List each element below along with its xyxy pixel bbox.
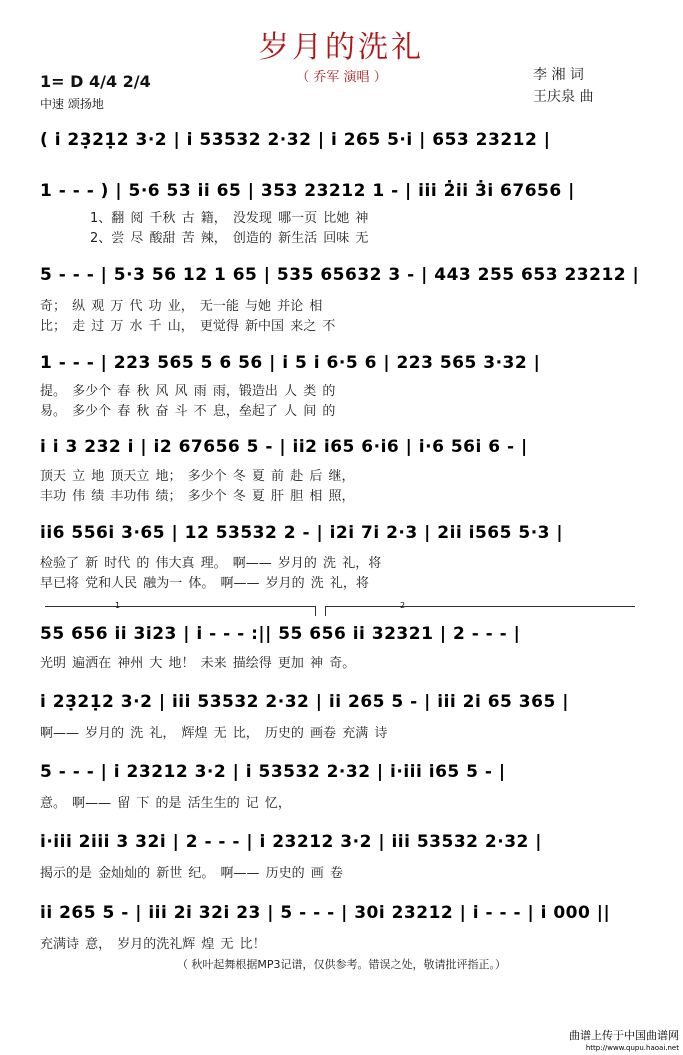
transcription-note: （ 秋叶起舞根据MP3记谱，仅供参考。错误之处，敬请批评指正。） [176,958,507,971]
lyric-line: 丰功 伟 绩 丰功伟 绩； 多少个 冬 夏 肝 胆 相 照， [40,489,355,504]
score-system: i̇i̇ 265 5 - | i̇i̇i̇ 2i̇ 32i̇ 23 | 5 - - - | 30i̇ 23212 | i̇ - - - | i̇ 000 || [40,903,611,923]
lyric-line: 比； 走 过 万 水 千 山， 更觉得 新中国 来之 不 [40,319,336,334]
volta-number: 1 [115,601,121,610]
lyric-line: 顶天 立 地 顶天立 地； 多少个 冬 夏 前 赴 后 继， [40,469,355,484]
volta-bracket-2-start [325,606,326,616]
score-system: ( i̇ 23̣21̣2 3·2 | i̇ 53532 2·32 | i̇ 265 5·i̇ | 653 23212 | [40,130,551,150]
volta-bracket-2 [325,606,635,607]
lyric-line: 啊—— 岁月的 洗 礼， 辉煌 无 比， 历史的 画卷 充满 诗 [40,726,388,741]
song-title: 岁月的洗礼 [259,30,424,65]
lyric-line: 充满诗 意， 岁月的洗礼辉 煌 无 比！ [40,937,266,952]
singer-credit: （ 乔军 演唱 ） [296,70,387,85]
volta-number: 2 [400,601,406,610]
score-system: i̇ 23̣21̣2 3·2 | i̇i̇i̇ 53532 2·32 | i̇i̇ 265 5 - | i̇i̇i̇ 2i̇ 65 365 | [40,692,569,712]
composer-credit: 王庆泉 曲 [533,89,594,105]
source-watermark [569,1030,679,1054]
lyric-line: 光明 遍洒在 神州 大 地！ 未来 描绘得 更加 神 奇。 [40,656,356,671]
key-signature: 1= D 4/4 2/4 [40,72,151,91]
lyric-line: 提。 多少个 春 秋 风 风 雨 雨，锻造出 人 类 的 [40,384,336,399]
lyric-line: 早已将 党和人民 融为一 体。 啊—— 岁月的 洗 礼，将 [40,576,369,591]
lyricist-credit: 李 湘 词 [533,67,584,83]
lyric-line: 揭示的是 金灿灿的 新世 纪。 啊—— 历史的 画 卷 [40,866,343,881]
volta-bracket-1-end [315,606,316,616]
score-system: 5 - - - | 5·3 56 12 1 65 | 535 65632 3 - | 443 255 653 23212 | [40,265,640,285]
score-system: 55 656 i̇i̇ 3i̇23 | i̇ - - - :|| 55 656 i̇i̇ 32321 | 2 - - - | [40,624,521,644]
tempo-marking: 中速 颂扬地 [40,97,104,111]
score-system: i̇ i̇ 3 232 i̇ | i̇2 67656 5 - | i̇i̇2 i̇65 6·i̇6 | i̇·6 56i̇ 6 - | [40,437,528,457]
lyric-line: 易。 多少个 春 秋 奋 斗 不 息，垒起了 人 间 的 [40,404,336,419]
lyric-line: 检验了 新 时代 的 伟大真 理。 啊—— 岁月的 洗 礼，将 [40,556,382,571]
lyric-line: 意。 啊—— 留 下 的是 活生生的 记 忆， [40,796,291,811]
lyric-line: 1、翻 阅 千秋 古 籍， 没发现 哪一页 比她 神 [90,211,369,226]
lyric-line: 奇； 纵 观 万 代 功 业， 无一能 与她 并论 相 [40,299,323,314]
score-system: 5 - - - | i̇ 23212 3·2 | i̇ 53532 2·32 | i̇·i̇i̇i̇ i̇65 5 - | [40,762,506,782]
score-system: i̇i̇6 556i̇ 3·65 | 12 53532 2 - | i̇2i̇ 7i̇ 2·3 | 2i̇i̇ i̇565 5·3 | [40,523,564,543]
watermark-line: 曲谱上传于中国曲谱网 [569,1029,679,1042]
watermark-url: http://www.qupu.haoai.net [585,1044,679,1052]
score-system: 1 - - - | 223 565 5 6 56 | i̇ 5 i̇ 6·5 6 | 223 565 3·32 | [40,353,541,373]
volta-bracket-1 [45,606,315,607]
score-system: i̇·i̇i̇i̇ 2i̇i̇i̇ 3 32i̇ | 2 - - - | i̇ 23212 3·2 | i̇i̇i̇ 53532 2·32 | [40,832,542,852]
score-system: 1 - - - ) | 5·6 53 i̇i̇ 65 | 353 23212 1 - | i̇i̇i̇ 2̇i̇i̇ 3̇i̇ 67656 | [40,181,575,201]
lyric-line: 2、尝 尽 酸甜 苦 辣， 创造的 新生活 回味 无 [90,231,369,246]
